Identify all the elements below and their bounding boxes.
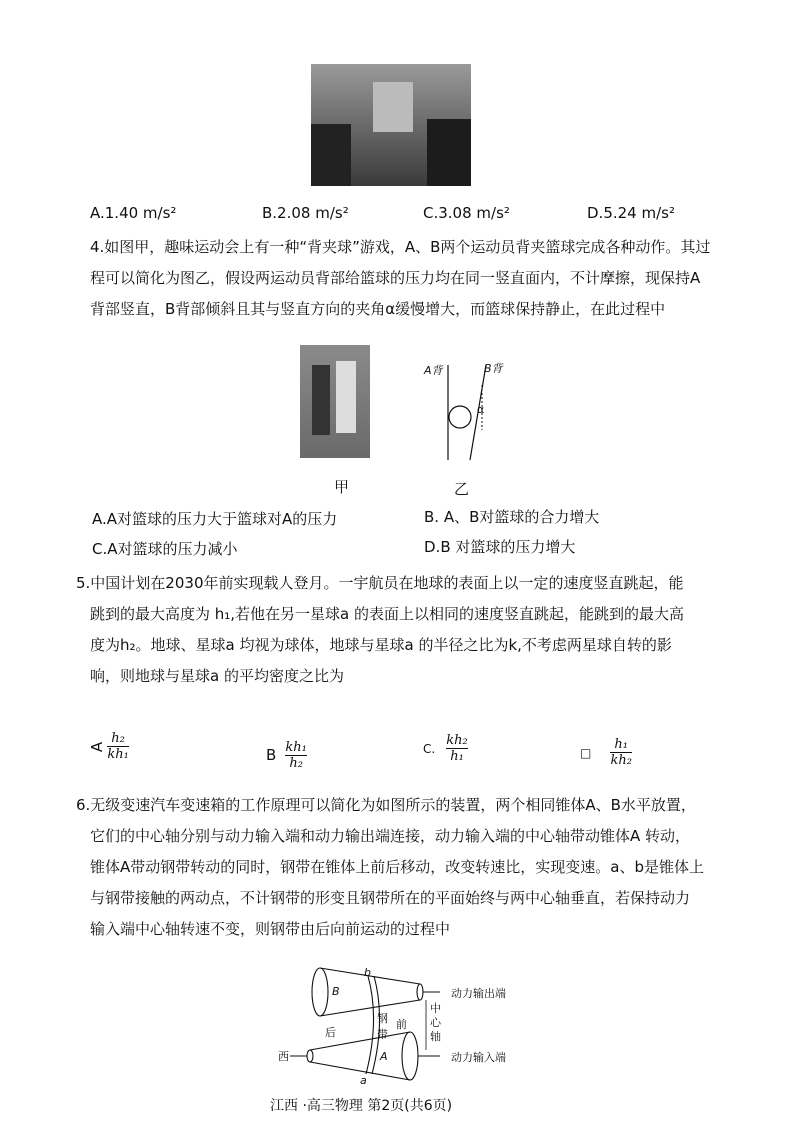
q4-option-c: C.A对篮球的压力减小 [92,540,238,558]
q3-option-c: C.3.08 m/s² [423,204,510,222]
q3-option-a: A.1.40 m/s² [90,204,177,222]
q5-option-d-letter: □ [580,746,592,760]
back-clamp-game-photo [300,345,370,458]
q6-line-4: 与钢带接触的两动点，不计钢带的形变且钢带所在的平面始终与两中心轴垂直，若保持动力 [90,889,691,907]
q5-option-a-den: kh₁ [107,747,129,762]
fig-front-label: 前 [396,1018,407,1031]
q6-line-3: 锥体A带动钢带转动的同时，钢带在锥体上前后移动，改变转速比，实现变速。a、b是锥体上 [90,858,704,876]
q5-option-c-num: kh₂ [446,733,468,748]
q5-option-b-num: kh₁ [285,740,307,755]
fig-point-a-label: a [360,1074,367,1087]
train-interior-photo [311,64,471,186]
q5-option-a-letter: A [88,741,107,752]
q5-option-d-num: h₁ [614,737,628,752]
fig-axis-label-1: 中 [430,1002,441,1015]
q5-option-a-num: h₂ [111,731,125,746]
fig-a-back-label: A背 [424,364,443,377]
fig-rear-label: 后 [325,1026,336,1039]
q5-option-a [88,731,129,762]
q4-option-d: D.B 对篮球的压力增大 [424,538,576,556]
fig-belt-label-2: 带 [377,1028,388,1041]
q5-line-3: 度为h₂。地球、星球a 均视为球体，地球与星球a 的半径之比为k,不考虑两星球自转的影 [90,636,672,654]
fig-axis-label-2: 心 [430,1016,441,1029]
fig-yi-label: 乙 [454,480,470,498]
q6-line-5: 输入端中心轴转速不变，则钢带由后向前运动的过程中 [90,920,451,938]
q4-option-a: A.A对篮球的压力大于篮球对A的压力 [92,510,338,528]
fig-belt-label-1: 钢 [377,1012,388,1025]
fig-point-b-label: b [364,966,371,979]
q6-line-1: 6.无级变速汽车变速箱的工作原理可以简化为如图所示的装置，两个相同锥体A、B水平放置， [76,796,696,814]
fig-a-cone-label: A [380,1050,388,1063]
q5-option-c-letter: C. [423,742,436,756]
page-footer: 江西 ·高三物理 第2页(共6页) [270,1098,453,1114]
fig-axis-label-3: 轴 [430,1030,441,1043]
fig-b-back-label: B背 [484,362,503,375]
q5-line-2: 跳到的最大高度为 h₁,若他在另一星球a 的表面上以相同的速度竖直跳起，能跳到的最大高 [90,605,685,623]
q5-option-b [266,740,307,771]
fig-alpha-label: α [477,403,485,416]
q5-option-d [580,737,632,768]
q3-option-b: B.2.08 m/s² [262,204,349,222]
fig-jia-label: 甲 [334,478,350,496]
q4-line-3: 背部竖直，B背部倾斜且其与竖直方向的夹角α缓慢增大，而篮球保持静止，在此过程中 [90,300,666,318]
q6-line-2: 它们的中心轴分别与动力输入端和动力输出端连接，动力输入端的中心轴带动锥体A 转动， [90,827,691,845]
q5-option-d-den: kh₂ [610,753,632,768]
fig-input-label: 动力输入端 [451,1051,506,1064]
q5-option-c-den: h₁ [450,749,464,764]
q4-line-1: 4.如图甲，趣味运动会上有一种“背夹球”游戏，A、B两个运动员背夹篮球完成各种动作。其过 [90,238,711,256]
q5-option-b-den: h₂ [289,756,303,771]
fig-output-label: 动力输出端 [451,987,506,1000]
fig-b-cone-label: B [332,985,340,998]
q5-option-b-letter: B [266,746,277,764]
fig-west-label: 西 [278,1050,289,1063]
q4-line-2: 程可以简化为图乙，假设两运动员背部给篮球的压力均在同一竖直面内，不计摩擦，现保持A [90,269,701,287]
q3-option-d: D.5.24 m/s² [587,204,675,222]
q5-line-1: 5.中国计划在2030年前实现载人登月。一宇航员在地球的表面上以一定的速度竖直跳起，能 [76,574,684,592]
q4-option-b: B. A、B对篮球的合力增大 [424,508,600,526]
q5-option-c [423,733,468,764]
q5-line-4: 响，则地球与星球a 的平均密度之比为 [90,667,344,685]
